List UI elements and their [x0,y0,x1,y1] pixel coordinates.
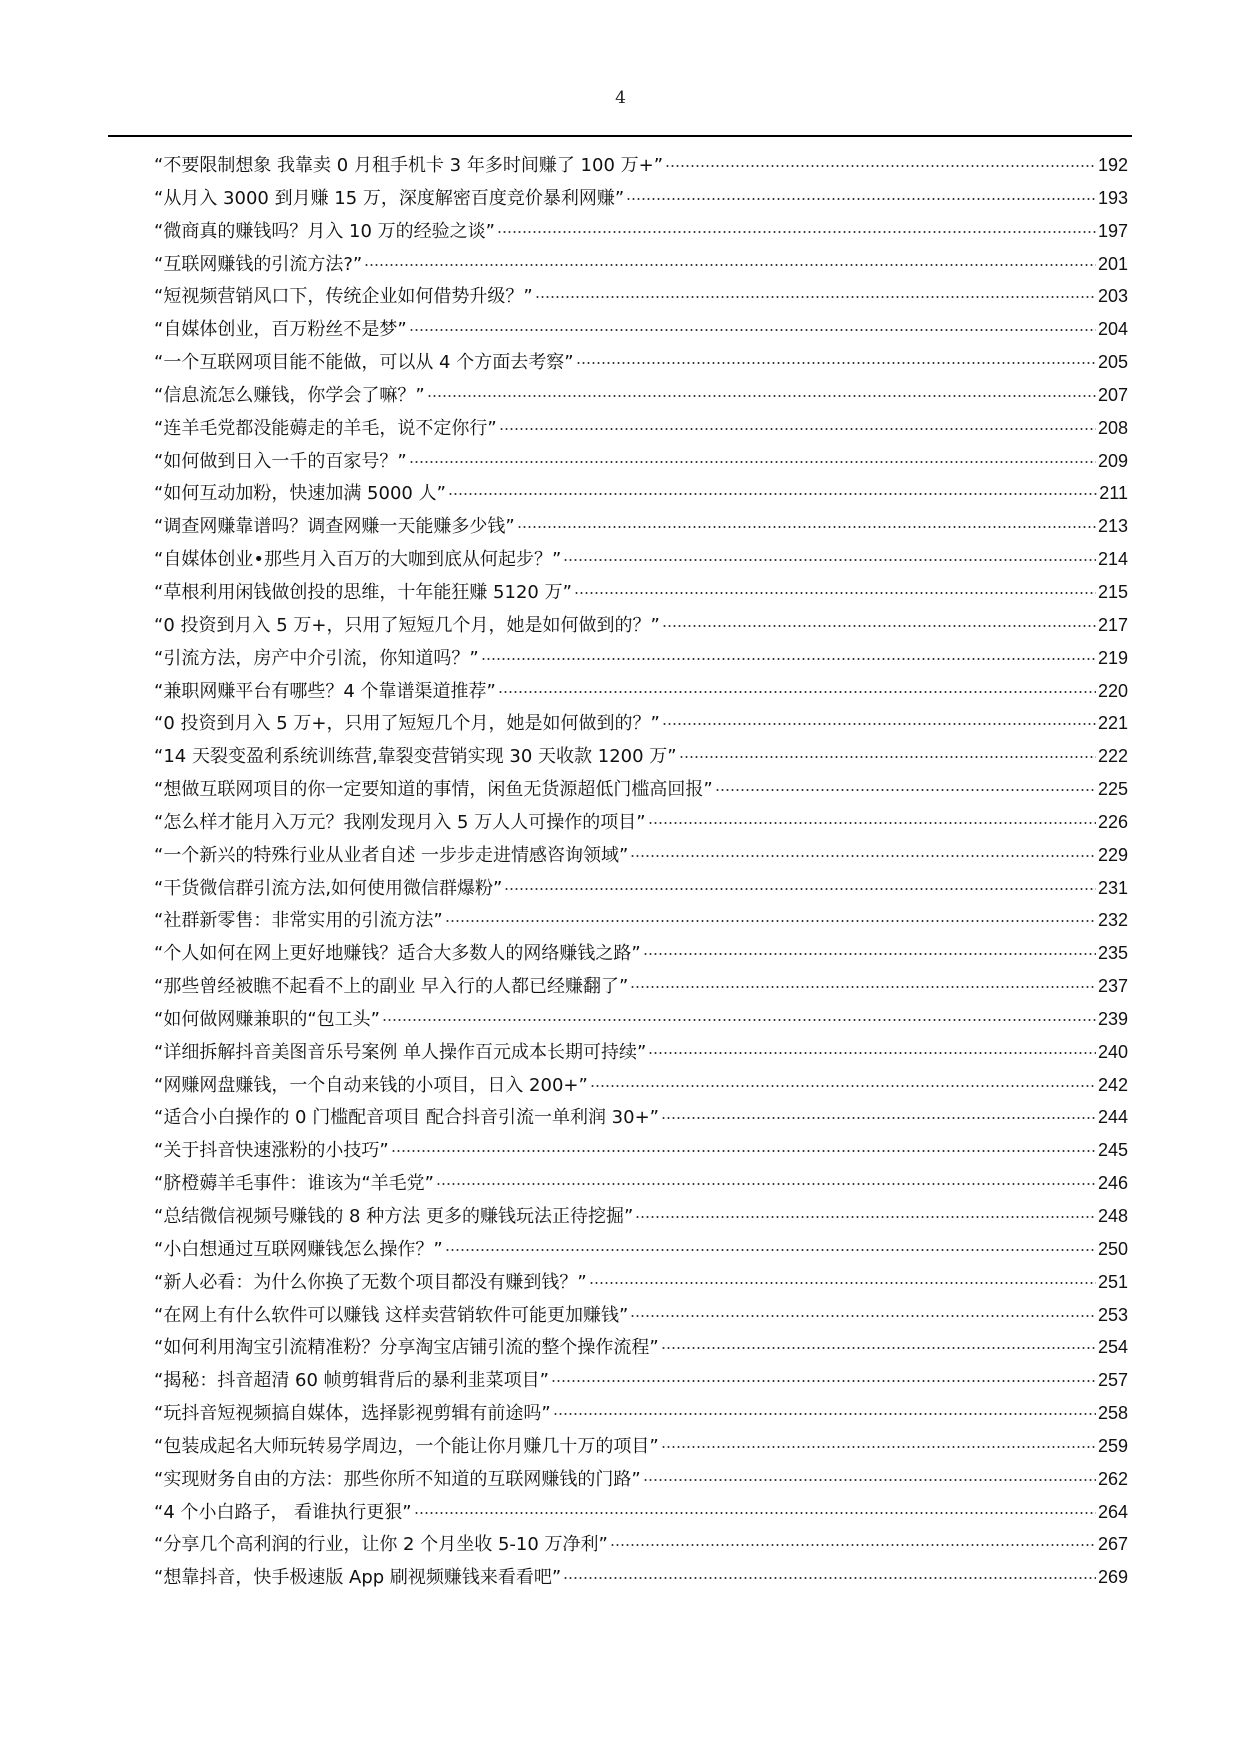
dot-leader [648,822,1096,824]
toc-entry-title: “个人如何在网上更好地赚钱？适合大多数人的网络赚钱之路” [154,943,641,965]
dot-leader [635,1216,1096,1218]
toc-entry[interactable] [154,576,1128,609]
toc-entry[interactable] [154,872,1128,905]
toc-entry-title: “0 投资到月入 5 万+，只用了短短几个月，她是如何做到的？” [154,713,660,735]
toc-entry[interactable] [154,707,1128,740]
toc-entry-page-number: 213 [1097,516,1128,537]
toc-entry-title: “新人必看：为什么你换了无数个项目都没有赚到钱？” [154,1271,587,1293]
toc-entry-title: “实现财务自由的方法：那些你所不知道的互联网赚钱的门路” [154,1468,641,1490]
toc-entry-page-number: 197 [1097,220,1128,241]
toc-entry[interactable] [154,477,1128,510]
toc-entry-page-number: 193 [1097,187,1128,208]
dot-leader [661,1347,1096,1349]
page-number: 4 [615,88,626,108]
toc-entry[interactable] [154,1528,1128,1561]
toc-entry-title: “包装成起名大师玩转易学周边，一个能让你月赚几十万的项目” [154,1435,659,1457]
toc-entry-page-number: 262 [1097,1468,1128,1489]
dot-leader [409,461,1096,463]
toc-entry[interactable] [154,1101,1128,1134]
toc-entry-title: “网赚网盘赚钱，一个自动来钱的小项目，日入 200+” [154,1074,588,1096]
toc-entry-page-number: 232 [1097,910,1128,931]
toc-entry-page-number: 259 [1097,1435,1128,1456]
dot-leader [574,592,1096,594]
toc-entry-title: “连羊毛党都没能薅走的羊毛，说不定你行” [154,417,497,439]
toc-entry[interactable] [154,1331,1128,1364]
toc-entry[interactable] [154,182,1128,215]
toc-entry-page-number: 258 [1097,1403,1128,1424]
toc-entry-page-number: 226 [1097,811,1128,832]
toc-entry[interactable] [154,806,1128,839]
toc-entry[interactable] [154,215,1128,248]
toc-entry[interactable] [154,149,1128,182]
toc-entry-title: “怎么样才能月入万元？我刚发现月入 5 万人人可操作的项目” [154,811,646,833]
toc-entry-page-number: 257 [1097,1370,1128,1391]
toc-entry-title: “短视频营销风口下，传统企业如何借势升级？” [154,286,533,308]
toc-entry[interactable] [154,248,1128,281]
toc-entry-title: “0 投资到月入 5 万+，只用了短短几个月，她是如何做到的？” [154,614,660,636]
toc-entry-title: “如何做到日入一千的百家号？” [154,450,407,472]
dot-leader [679,756,1096,758]
toc-entry-title: “适合小白操作的 0 门槛配音项目 配合抖音引流一单利润 30+” [154,1107,659,1129]
toc-entry-title: “一个新兴的特殊行业从业者自述 一步步走进情感咨询领域” [154,844,629,866]
toc-entry-title: “如何互动加粉，快速加满 5000 人” [154,483,446,505]
toc-entry[interactable] [154,1299,1128,1332]
toc-entry[interactable] [154,1266,1128,1299]
dot-leader [563,1577,1096,1579]
toc-entry[interactable] [154,510,1128,543]
dot-leader [391,1150,1096,1152]
dot-leader [662,723,1096,725]
toc-entry[interactable] [154,543,1128,576]
toc-entry-page-number: 203 [1097,286,1128,307]
toc-entry-page-number: 264 [1097,1501,1128,1522]
dot-leader [499,428,1096,430]
toc-entry[interactable] [154,740,1128,773]
toc-entry-title: “干货微信群引流方法,如何使用微信群爆粉” [154,877,503,899]
toc-entry-page-number: 214 [1097,549,1128,570]
toc-entry[interactable] [154,280,1128,313]
toc-entry[interactable] [154,1167,1128,1200]
toc-entry-title: “小白想通过互联网赚钱怎么操作？” [154,1238,443,1260]
toc-entry[interactable] [154,445,1128,478]
toc-entry-title: “不要限制想象 我靠卖 0 月租手机卡 3 年多时间赚了 100 万+” [154,155,664,176]
toc-entry[interactable] [154,1003,1128,1036]
toc-entry-page-number: 242 [1097,1074,1128,1095]
dot-leader [630,1315,1096,1317]
toc-entry[interactable] [154,937,1128,970]
dot-leader [517,526,1096,528]
dot-leader [610,1544,1096,1546]
toc-entry-page-number: 220 [1097,680,1128,701]
dot-leader [643,953,1096,955]
dot-leader [643,1479,1096,1481]
toc-entry-title: “自媒体创业，百万粉丝不是梦” [154,319,407,341]
toc-entry-page-number: 192 [1097,155,1128,175]
toc-entry-title: “调查网赚靠谱吗？调查网赚一天能赚多少钱” [154,516,515,538]
toc-entry[interactable] [154,1134,1128,1167]
dot-leader [445,920,1096,922]
toc-entry-title: “一个互联网项目能不能做，可以从 4 个方面去考察” [154,352,574,374]
toc-entry-page-number: 211 [1099,483,1128,504]
toc-entry[interactable] [154,675,1128,708]
toc-entry[interactable] [154,1364,1128,1397]
header-rule [108,135,1132,137]
toc-entry-page-number: 204 [1097,319,1128,340]
toc-entry-page-number: 246 [1097,1173,1128,1194]
dot-leader [661,1446,1096,1448]
toc-entry-page-number: 250 [1097,1238,1128,1259]
toc-entry[interactable] [154,1069,1128,1102]
toc-entry-page-number: 239 [1097,1008,1128,1029]
toc-entry-title: “从月入 3000 到月赚 15 万，深度解密百度竞价暴利网赚” [154,187,625,209]
toc-entry-page-number: 231 [1097,877,1128,898]
toc-entry[interactable] [154,1233,1128,1266]
dot-leader [551,1380,1096,1382]
toc-entry-page-number: 201 [1097,253,1128,274]
dot-leader [414,1512,1096,1514]
dot-leader [626,198,1096,200]
toc-entry-title: “草根利用闲钱做创投的思维，十年能狂赚 5120 万” [154,581,572,603]
toc-entry-title: “微商真的赚钱吗？月入 10 万的经验之谈” [154,220,495,242]
dot-leader [590,1085,1096,1087]
toc-entry-page-number: 267 [1097,1534,1128,1555]
toc-entry[interactable] [154,1200,1128,1233]
toc-entry[interactable] [154,773,1128,806]
toc-entry-page-number: 251 [1097,1271,1128,1292]
toc-entry-title: “信息流怎么赚钱，你学会了嘛？” [154,384,425,406]
toc-entry-title: “玩抖音短视频搞自媒体，选择影视剪辑有前途吗” [154,1403,551,1425]
toc-entry[interactable] [154,1430,1128,1463]
table-of-contents [154,149,1128,1594]
toc-entry-title: “引流方法，房产中介引流，你知道吗？” [154,647,479,669]
toc-entry-page-number: 248 [1097,1206,1128,1226]
toc-entry[interactable] [154,1463,1128,1496]
dot-leader [576,362,1096,364]
toc-entry-page-number: 208 [1097,417,1128,438]
dot-leader [436,1183,1096,1185]
toc-entry-page-number: 219 [1097,647,1128,668]
toc-entry-page-number: 229 [1097,844,1128,865]
dot-leader [589,1282,1096,1284]
dot-leader [409,329,1096,331]
toc-entry-page-number: 209 [1097,450,1128,471]
toc-entry-page-number: 240 [1097,1041,1128,1062]
toc-entry-title: “脐橙薅羊毛事件：谁该为“羊毛党” [154,1173,434,1195]
toc-entry-title: “揭秘：抖音超清 60 帧剪辑背后的暴利韭菜项目” [154,1370,549,1392]
dot-leader [662,625,1096,627]
toc-entry-page-number: 253 [1097,1304,1128,1325]
toc-entry-page-number: 215 [1097,581,1128,602]
dot-leader [535,296,1096,298]
toc-entry-title: “关于抖音快速涨粉的小技巧” [154,1140,389,1162]
dot-leader [630,855,1096,857]
toc-entry-title: “4 个小白路子， 看谁执行更狠” [154,1501,412,1523]
toc-entry[interactable] [154,412,1128,445]
toc-entry[interactable] [154,839,1128,872]
toc-entry-page-number: 237 [1097,976,1128,997]
toc-entry-page-number: 205 [1097,352,1128,373]
toc-entry-page-number: 225 [1097,779,1128,800]
dot-leader [445,1249,1096,1251]
toc-entry-title: “兼职网赚平台有哪些？4 个靠谱渠道推荐” [154,680,496,702]
toc-entry-page-number: 245 [1097,1140,1128,1161]
toc-entry[interactable] [154,642,1128,675]
dot-leader [364,264,1096,266]
toc-entry-page-number: 254 [1097,1337,1128,1358]
dot-leader [661,1117,1096,1119]
toc-entry-title: “如何利用淘宝引流精准粉？分享淘宝店铺引流的整个操作流程” [154,1337,659,1359]
dot-leader [715,789,1096,791]
toc-entry-title: “社群新零售：非常实用的引流方法” [154,910,443,932]
toc-entry-page-number: 217 [1097,614,1128,635]
toc-entry[interactable] [154,1561,1128,1594]
dot-leader [497,231,1096,233]
dot-leader [498,691,1096,693]
dot-leader [648,1052,1096,1054]
toc-entry[interactable] [154,313,1128,346]
toc-entry[interactable] [154,609,1128,642]
toc-entry-page-number: 207 [1097,384,1128,405]
toc-entry[interactable] [154,1496,1128,1529]
dot-leader [630,986,1096,988]
toc-entry-title: “分享几个高利润的行业，让你 2 个月坐收 5-10 万净利” [154,1534,608,1556]
toc-entry-page-number: 222 [1097,746,1128,767]
toc-entry[interactable] [154,1397,1128,1430]
toc-entry[interactable] [154,346,1128,379]
toc-entry[interactable] [154,970,1128,1003]
toc-entry-title: “想做互联网项目的你一定要知道的事情，闲鱼无货源超低门槛高回报” [154,779,713,801]
toc-entry[interactable] [154,904,1128,937]
dot-leader [382,1019,1096,1021]
toc-entry-page-number: 235 [1097,943,1128,964]
toc-entry-page-number: 221 [1097,713,1128,734]
toc-entry-page-number: 244 [1097,1107,1128,1128]
toc-entry-title: “在网上有什么软件可以赚钱 这样卖营销软件可能更加赚钱” [154,1304,629,1326]
dot-leader [665,165,1096,167]
dot-leader [563,559,1096,561]
dot-leader [427,395,1096,397]
toc-entry[interactable] [154,379,1128,412]
toc-entry[interactable] [154,1036,1128,1069]
dot-leader [448,493,1097,495]
dot-leader [553,1413,1096,1415]
toc-entry-title: “那些曾经被瞧不起看不上的副业 早入行的人都已经赚翻了” [154,976,629,998]
dot-leader [504,888,1096,890]
toc-entry-title: “详细拆解抖音美图音乐号案例 单人操作百元成本长期可持续” [154,1041,647,1063]
toc-entry-title: “14 天裂变盈利系统训练营,靠裂变营销实现 30 天收款 1200 万” [154,746,677,768]
dot-leader [481,658,1096,660]
toc-entry-page-number: 269 [1097,1567,1128,1588]
toc-entry-title: “如何做网赚兼职的“包工头” [154,1008,380,1030]
toc-entry-title: “想靠抖音，快手极速版 App 刷视频赚钱来看看吧” [154,1567,562,1589]
toc-entry-title: “互联网赚钱的引流方法?” [154,253,363,275]
toc-entry-title: “总结微信视频号赚钱的 8 种方法 更多的赚钱玩法正待挖掘” [154,1206,634,1227]
toc-entry-title: “自媒体创业•那些月入百万的大咖到底从何起步？” [154,549,562,571]
